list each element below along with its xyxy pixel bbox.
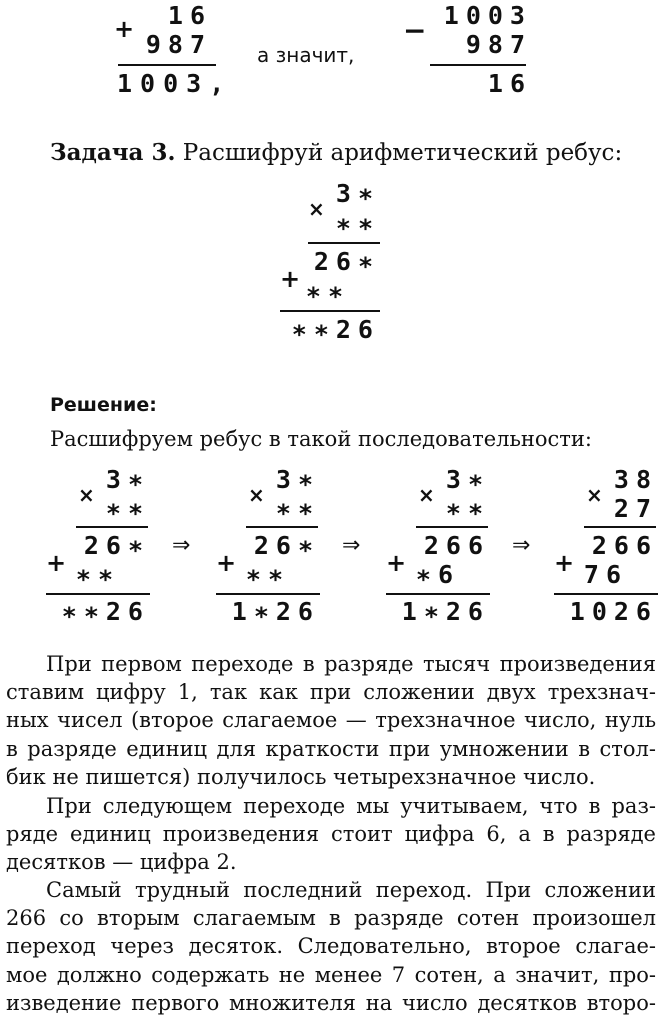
step-result-rule: [46, 593, 150, 595]
result: ∗∗26: [291, 315, 380, 344]
step-product-rule: [416, 526, 488, 528]
text-line: ных чисел (второе слагаемое — трехзначное число, нуль: [6, 708, 656, 733]
step-result-rule: [554, 593, 658, 595]
step-product-rule: [246, 526, 318, 528]
plus-sign: +: [114, 15, 135, 43]
arrow-icon: ⇒: [512, 533, 531, 558]
task-heading: [50, 138, 622, 168]
text-line: в разряде единиц для краткости при умножении в стол-: [6, 736, 656, 761]
arrow-icon: ⇒: [342, 533, 361, 558]
main-puzzle: [270, 176, 380, 351]
step-result: ∗∗26: [61, 597, 150, 626]
step-result-rule: [216, 593, 320, 595]
solution-heading: Решение:: [50, 394, 157, 416]
paragraph-2: [6, 792, 656, 877]
minuend: 1003: [443, 1, 532, 30]
step-partial-1: 266: [591, 531, 658, 560]
step-partial-2: ∗6: [415, 560, 460, 589]
step-multiplicand: 3∗: [275, 465, 320, 494]
step-multiplicand: 3∗: [105, 465, 150, 494]
arrow-icon: ⇒: [172, 533, 191, 558]
multiply-sign: ×: [78, 483, 95, 507]
step-product-rule: [584, 526, 656, 528]
subtrahend: 987: [465, 30, 532, 59]
step-4: [548, 462, 658, 632]
step-result: 1∗26: [231, 597, 320, 626]
text-line: При первом переходе в разряде тысяч произведения: [46, 652, 656, 676]
step-product-rule: [76, 526, 148, 528]
sum-rule: [118, 64, 216, 66]
connector-text: а значит,: [257, 43, 355, 67]
text-line: 266 со вторым слагаемым в разряде сотен произошел: [6, 906, 656, 931]
step-multiplier: ∗∗: [105, 494, 150, 523]
step-result: 1∗26: [401, 597, 490, 626]
text-line: ряде единиц произведения стоит цифра 6, а в разряде: [6, 822, 656, 847]
step-partial-2: ∗∗: [75, 560, 120, 589]
multiplier: ∗∗: [335, 209, 380, 238]
text-line: мое должно содержать не менее 7 сотен, а значит, про-: [6, 962, 656, 987]
text-line: Самый трудный последний переход. При сложении: [46, 878, 656, 902]
step-multiplicand: 38: [613, 465, 658, 494]
text-line: При следующем переходе мы учитываем, что в раз-: [46, 794, 656, 818]
step-result: 1026: [569, 597, 658, 626]
product-rule: [308, 242, 380, 244]
result-rule: [280, 310, 380, 312]
text-line: изведение первого множителя на число десятков второ-: [6, 990, 656, 1015]
step-multiplier: 27: [613, 494, 658, 523]
step-partial-1: 26∗: [83, 531, 150, 560]
task-text: Расшифруй арифметический ребус:: [182, 140, 623, 166]
step-multiplier: ∗∗: [445, 494, 490, 523]
add-sign: +: [46, 549, 67, 577]
partial-2: ∗∗: [305, 277, 350, 306]
solution-intro: Расшифруем ребус в такой последовательности:: [50, 427, 592, 451]
multiply-sign: ×: [418, 483, 435, 507]
minus-sign: −: [403, 14, 427, 47]
text-line: ставим цифру 1, так как при сложении двух трехзнач-: [6, 680, 656, 705]
add-sign: +: [280, 265, 301, 293]
step-3: [380, 462, 490, 632]
multiply-sign: ×: [586, 483, 603, 507]
text-line: переход через десяток. Следовательно, второе слагае-: [6, 934, 656, 959]
multiplicand: 3∗: [335, 179, 380, 208]
paragraph-3: [6, 876, 656, 1017]
multiply-sign: ×: [248, 483, 265, 507]
step-partial-2: ∗∗: [245, 560, 290, 589]
add-sign: +: [216, 549, 237, 577]
difference-rule: [430, 64, 526, 66]
step-multiplicand: 3∗: [445, 465, 490, 494]
sum-result: 1003,: [117, 69, 233, 98]
add-sign: +: [554, 549, 575, 577]
step-multiplier: ∗∗: [275, 494, 320, 523]
step-2: [210, 462, 320, 632]
step-partial-1: 26∗: [253, 531, 320, 560]
add-sign: +: [386, 549, 407, 577]
addend-2: 987: [145, 30, 212, 59]
partial-1: 26∗: [313, 247, 380, 276]
step-partial-1: 266: [423, 531, 490, 560]
paragraph-1: [6, 650, 656, 791]
task-label: Задача 3.: [50, 139, 176, 166]
text-line: бик не пишется) получилось четырехзначное число.: [6, 764, 596, 789]
step-result-rule: [386, 593, 490, 595]
difference: 16: [487, 69, 532, 98]
step-1: [40, 462, 150, 632]
step-partial-2: 76: [583, 560, 628, 589]
text-line: десятков — цифра 2.: [6, 850, 237, 875]
multiply-sign: ×: [308, 197, 325, 221]
addend-1: 16: [167, 1, 212, 30]
